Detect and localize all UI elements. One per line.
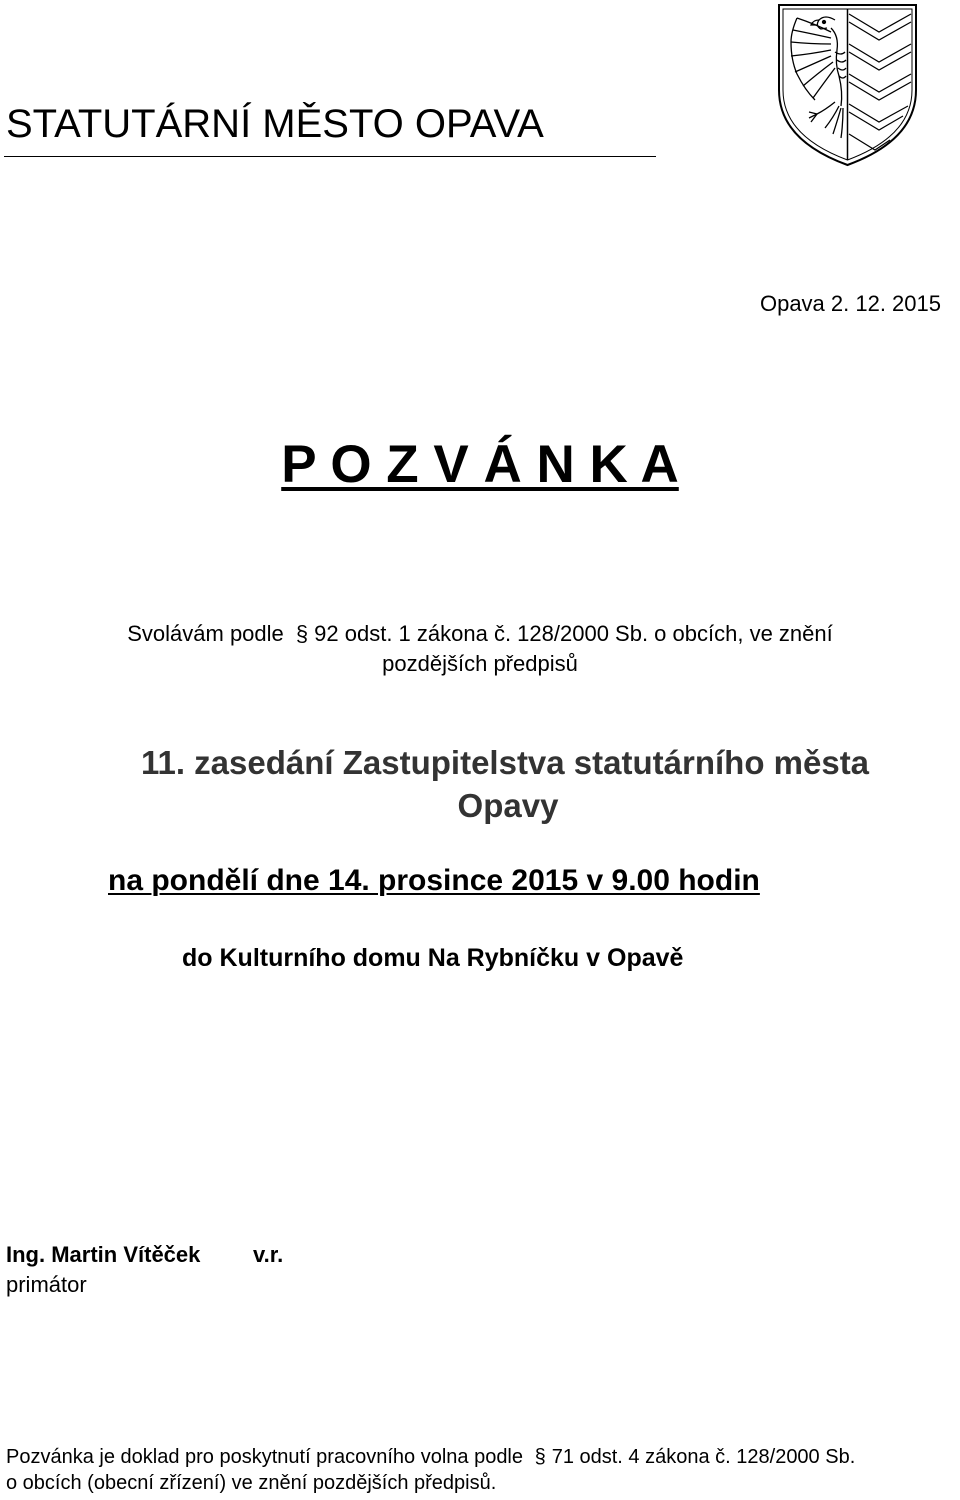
footer-section-sign-icon: §	[534, 1446, 546, 1468]
signer-role: primátor	[6, 1272, 87, 1297]
signer-vr: v.r.	[253, 1242, 284, 1267]
session-title-line-2: Opavy	[457, 787, 559, 824]
city-name: STATUTÁRNÍ MĚSTO OPAVA	[6, 102, 544, 146]
document-title: P O Z V Á N K A	[281, 435, 679, 494]
header-rule	[4, 156, 656, 157]
session-title-line-1: 11. zasedání Zastupitelstva statutárního města	[140, 744, 870, 781]
document-date: Opava 2. 12. 2015	[759, 291, 941, 316]
footer-prefix: Pozvánka je doklad pro poskytnutí pracovního volna podle	[6, 1446, 524, 1468]
legal-basis-line-2: pozdějších předpisů	[382, 651, 578, 676]
session-venue: do Kulturního domu Na Rybníčku v Opavě	[182, 944, 684, 972]
section-sign-icon: §	[295, 621, 309, 646]
footer-note-line-1	[6, 1445, 855, 1469]
legal-basis-prefix: Svolávám podle	[127, 621, 284, 646]
session-datetime: na pondělí dne 14. prosince 2015 v 9.00 hodin	[108, 864, 760, 897]
legal-basis-line-1	[0, 620, 960, 648]
footer-suffix: 71 odst. 4 zákona č. 128/2000 Sb.	[551, 1446, 856, 1468]
coat-of-arms-icon	[775, 2, 920, 168]
signer-name: Ing. Martin Vítěček	[6, 1242, 201, 1267]
legal-basis-rest: 92 odst. 1 zákona č. 128/2000 Sb. o obcích, ve znění	[314, 621, 833, 646]
footer-note-line-2: o obcích (obecní zřízení) ve znění pozdějších předpisů.	[6, 1472, 497, 1494]
